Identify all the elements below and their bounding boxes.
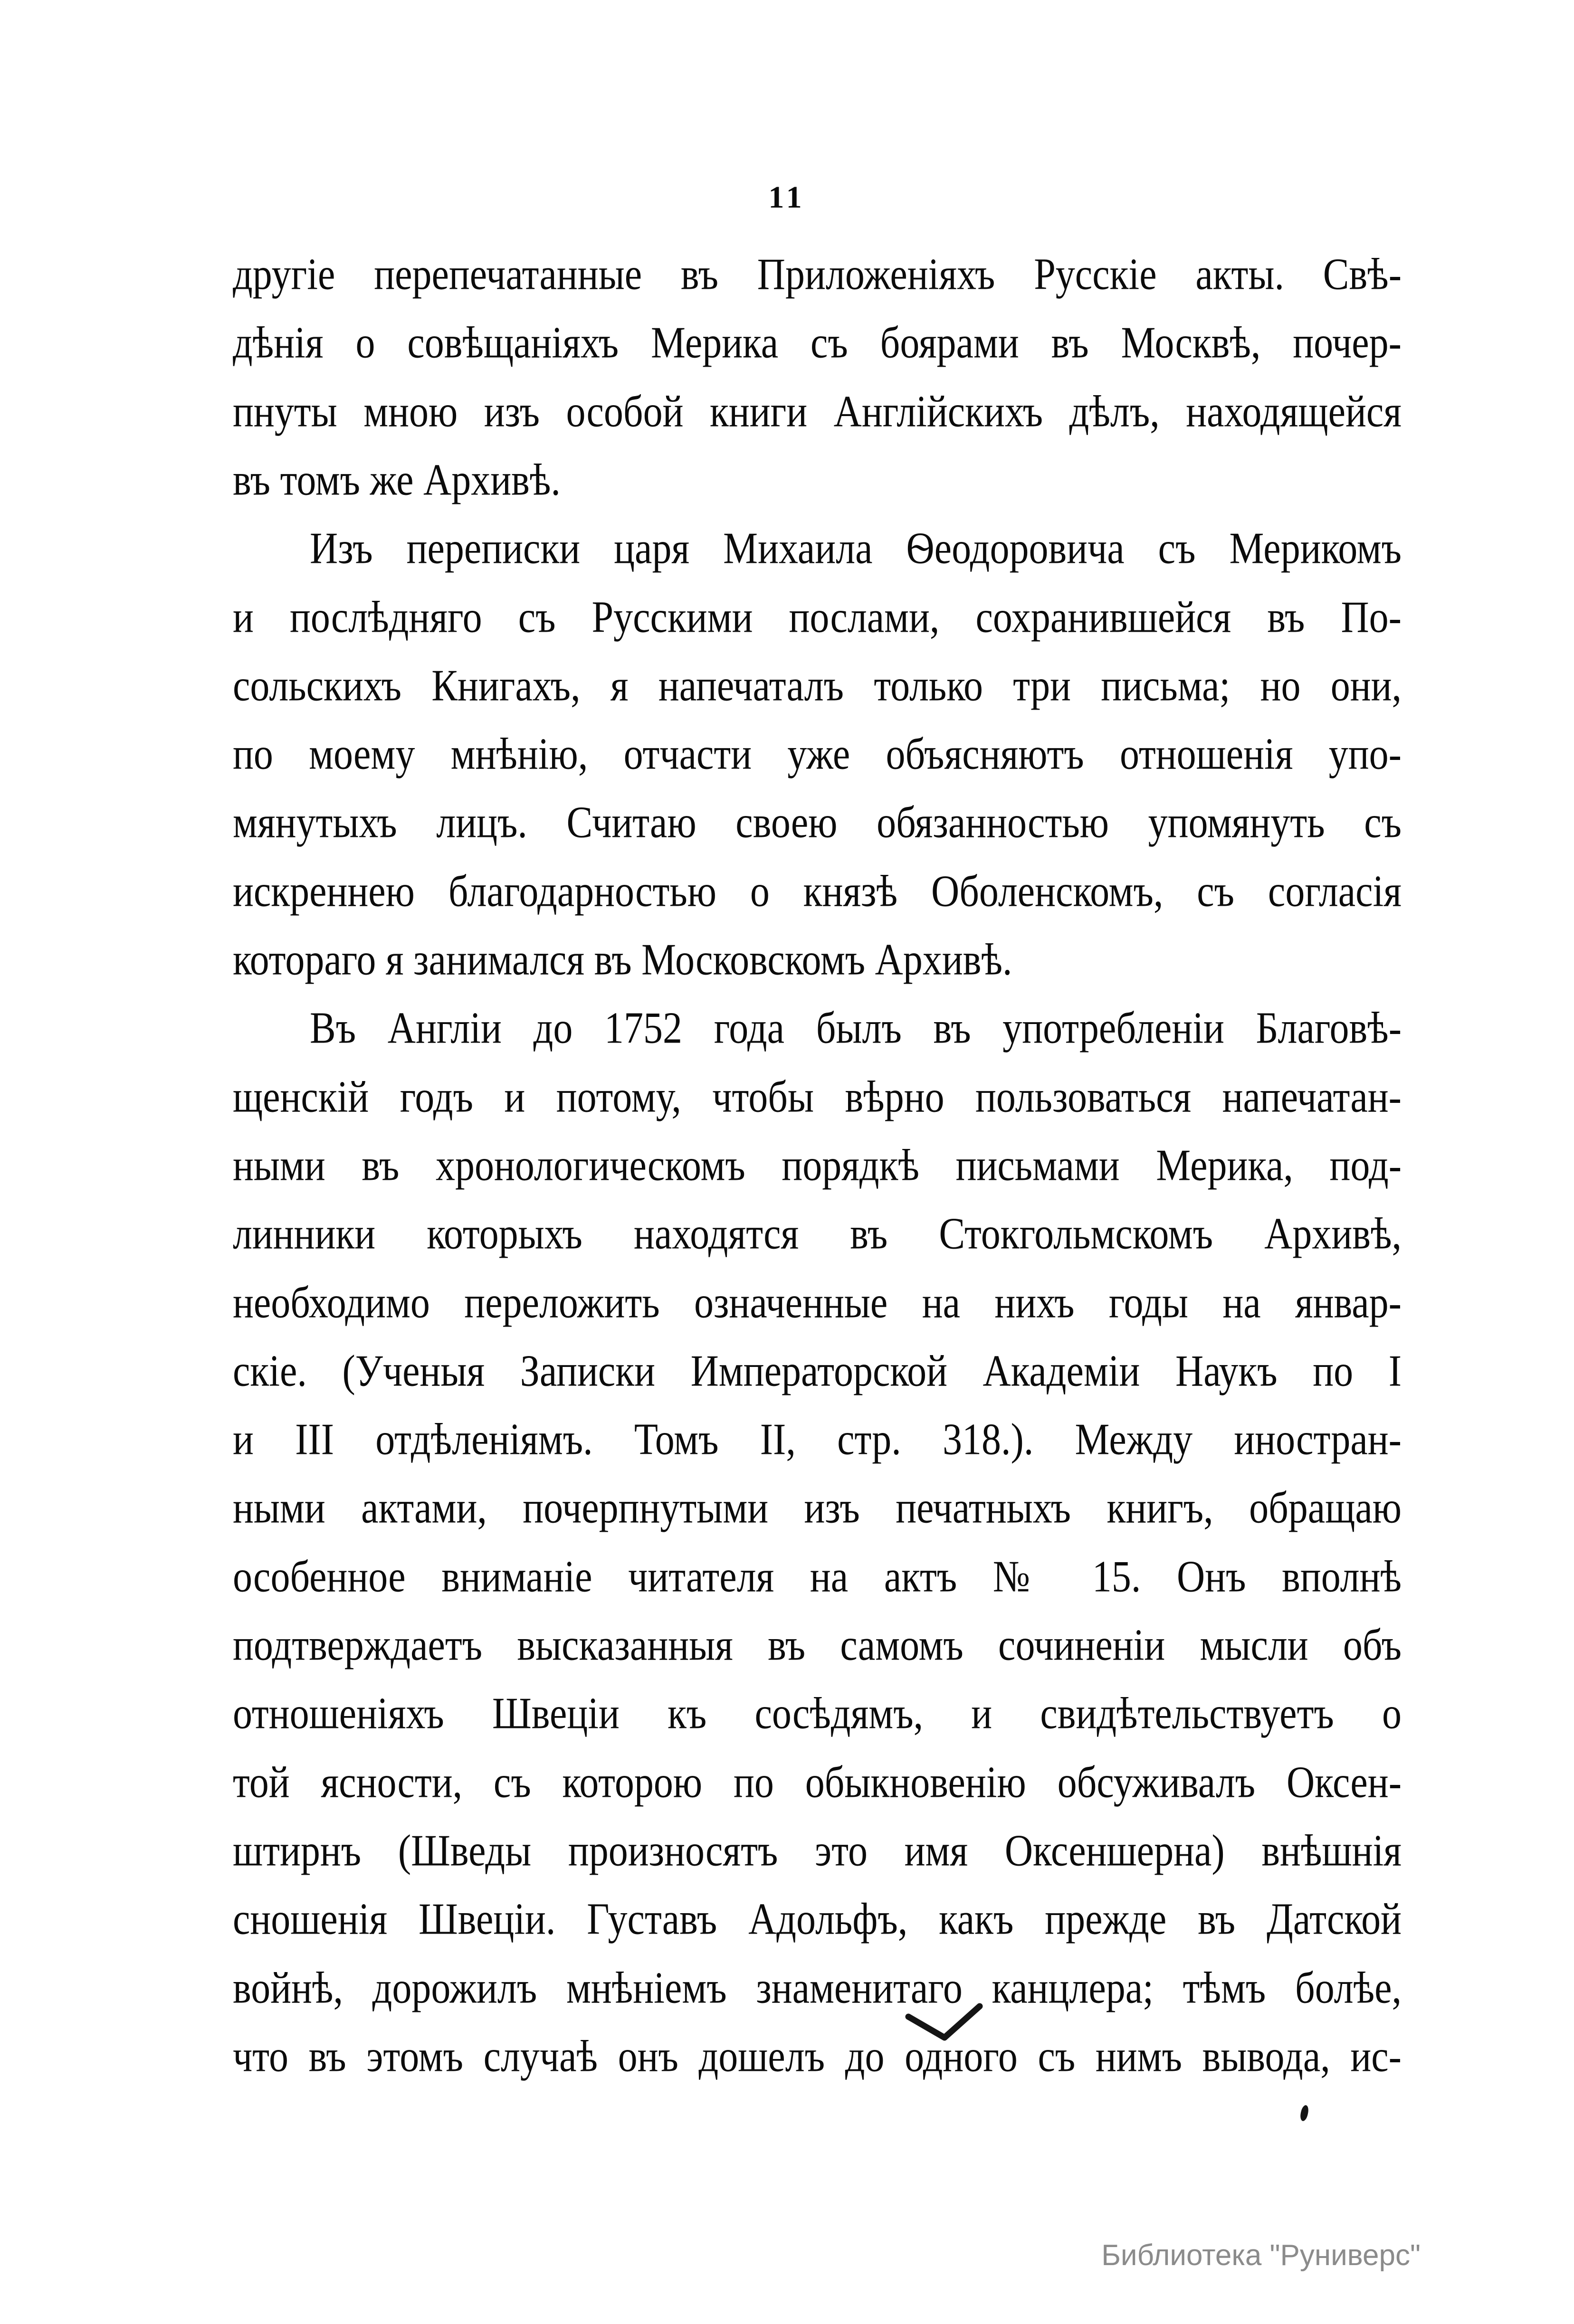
text-line: пнуты мною изъ особой книги Англійскихъ дѣлъ, находящейся	[233, 386, 1402, 436]
text-line: котораго я занимался въ Московскомъ Архивѣ.	[233, 934, 1012, 985]
text-line: штирнъ (Шведы произносятъ это имя Оксеншерна) внѣшнія	[233, 1825, 1402, 1876]
text-line: мянутыхъ лицъ. Считаю своею обязанностью упомянуть съ	[233, 797, 1402, 847]
text-line: Изъ переписки царя Михаила Ѳеодоровича съ Мерикомъ	[310, 523, 1402, 573]
text-line: линники которыхъ находятся въ Стокгольмскомъ Архивѣ,	[233, 1208, 1402, 1259]
text-line: отношеніяхъ Швеціи къ сосѣдямъ, и свидѣтельствуетъ о	[233, 1688, 1402, 1738]
text-line: подтверждаетъ высказанныя въ самомъ сочиненіи мысли объ	[233, 1620, 1402, 1670]
text-line: въ томъ же Архивѣ.	[233, 455, 561, 505]
text-line: искреннею благодарностью о князѣ Оболенскомъ, съ согласія	[233, 866, 1402, 916]
text-line: что въ этомъ случаѣ онъ дошелъ до одного съ нимъ вывода, ис-	[233, 2031, 1402, 2081]
text-line: особенное вниманіе читателя на актъ № 15. Онъ вполнѣ	[233, 1551, 1402, 1602]
text-line: той ясности, съ которою по обыкновенію обсуживалъ Оксен-	[233, 1757, 1402, 1807]
text-line: ными въ хронологическомъ порядкѣ письмами Мерика, под-	[233, 1140, 1402, 1190]
text-line: дѣнія о совѣщаніяхъ Мерика съ боярами въ Москвѣ, почер-	[233, 317, 1402, 368]
page-number: 11	[768, 180, 806, 215]
library-watermark: Библиотека "Руниверс"	[1101, 2239, 1421, 2272]
text-line: другіе перепечатанные въ Приложеніяхъ Русскіе акты. Свѣ-	[233, 249, 1402, 299]
text-line: по моему мнѣнію, отчасти уже объясняютъ отношенія упо-	[233, 729, 1402, 779]
text-line: необходимо переложить означенные на нихъ годы на январ-	[233, 1277, 1402, 1328]
text-line: Въ Англіи до 1752 года былъ въ употребленіи Благовѣ-	[310, 1003, 1402, 1053]
text-line: ными актами, почерпнутыми изъ печатныхъ книгъ, обращаю	[233, 1482, 1402, 1533]
text-line: щенскій годъ и потому, чтобы вѣрно пользоваться напечатан-	[233, 1072, 1402, 1122]
text-line: и послѣдняго съ Русскими послами, сохранившейся въ По-	[233, 592, 1402, 642]
pencil-checkmark	[903, 2001, 986, 2044]
text-line: сношенія Швеціи. Густавъ Адольфъ, какъ прежде въ Датской	[233, 1894, 1402, 1944]
text-line: и III отдѣленіямъ. Томъ II, стр. 318.). Между иностран-	[233, 1414, 1402, 1464]
text-line: сольскихъ Книгахъ, я напечаталъ только три письма; но они,	[233, 660, 1402, 711]
text-line: войнѣ, дорожилъ мнѣніемъ знаменитаго канцлера; тѣмъ болѣе,	[233, 1963, 1402, 2013]
text-line: скіе. (Ученыя Записки Императорской Академіи Наукъ по I	[233, 1346, 1402, 1396]
